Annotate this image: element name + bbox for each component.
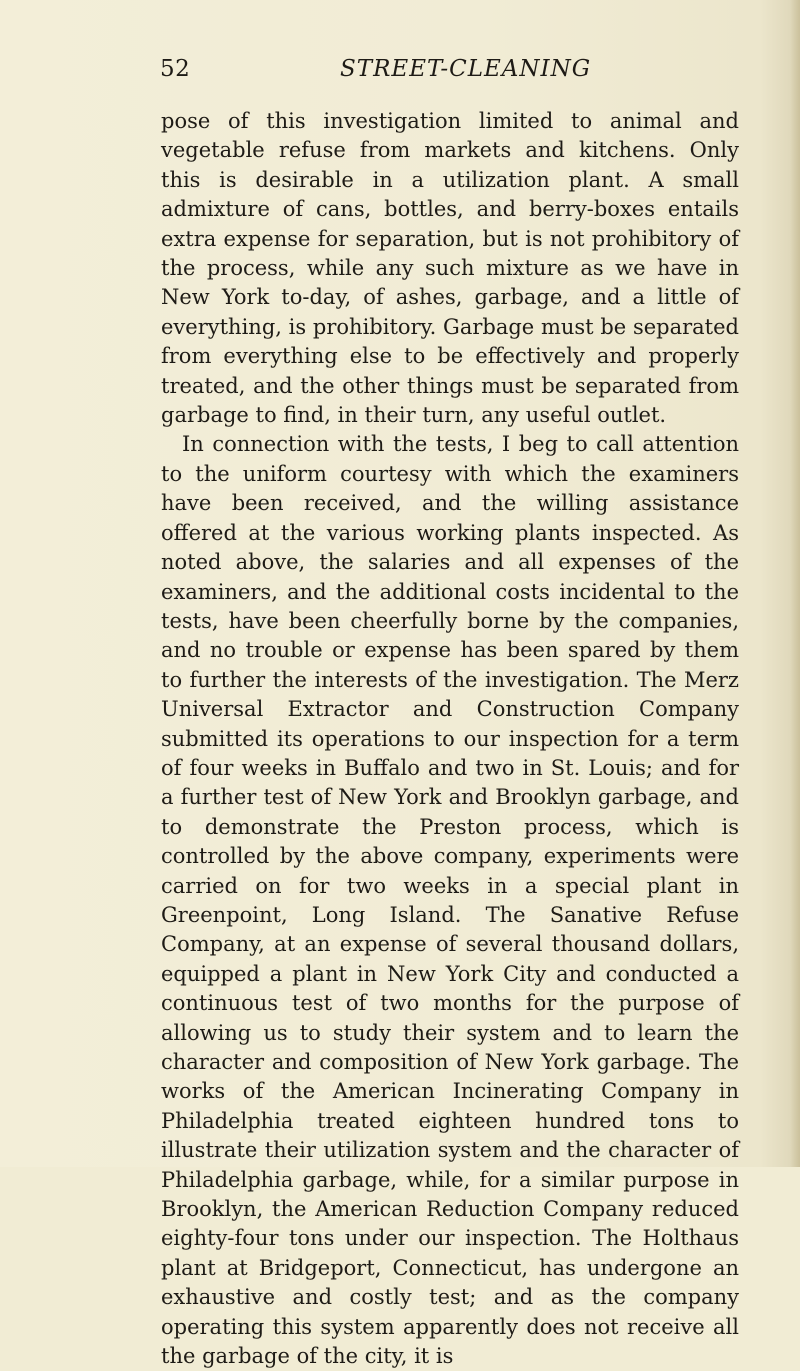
- page-edge-shadow: [790, 0, 800, 1167]
- paragraph-continued: pose of this investigation limited to animal and vegetable refuse from markets and kitchens. Only this is desirable in a utilization plant. A small admixture of cans, bottles, and berry-boxes entails extra expense for separation, but is not prohibitory of the process, while any such mixture as we have in New York to-day, of ashes, garbage, and a little of everything, is prohibitory. Garbage must be separated from everything else to be effectively and properly treated, and the other things must be separated from garbage to find, in their turn, any useful outlet.: [161, 109, 739, 428]
- body-text: [161, 107, 739, 1371]
- page-header: [160, 56, 740, 92]
- running-head: STREET-CLEANING: [340, 56, 592, 82]
- paragraph-tests: In connection with the tests, I beg to call attention to the uniform courtesy with which the examiners have been received, and the willing assistance offered at the various working plants inspected. As noted above, the salaries and all expenses of the examiners, and the additional costs incidental to the tests, have been cheerfully borne by the companies, and no trouble or expense has been spared by them to further the interests of the investigation. The Merz Universal Extractor and Construction Company submitted its operations to our inspection for a term of four weeks in Buffalo and two in St. Louis; and for a further test of New York and Brooklyn garbage, and to demonstrate the Preston process, which is controlled by the above company, experiments were carried on for two weeks in a special plant in Greenpoint, Long Island. The Sanative Refuse Company, at an expense of several thousand dollars, equipped a plant in New York City and conducted a continuous test of two months for the purpose of allowing us to study their system and to learn the character and composition of New York garbage. The works of the American Incinerating Company in Philadelphia treated eighteen hundred tons to illustrate their utilization system and the character of Philadelphia garbage, while, for a similar purpose in Brooklyn, the American Reduction Company reduced eighty-four tons under our inspection. The Holthaus plant at Bridgeport, Connecticut, has undergone an exhaustive and costly test; and as the company operating this system apparently does not receive all the garbage of the city, it is: [161, 432, 739, 1369]
- page-number: 52: [160, 56, 191, 82]
